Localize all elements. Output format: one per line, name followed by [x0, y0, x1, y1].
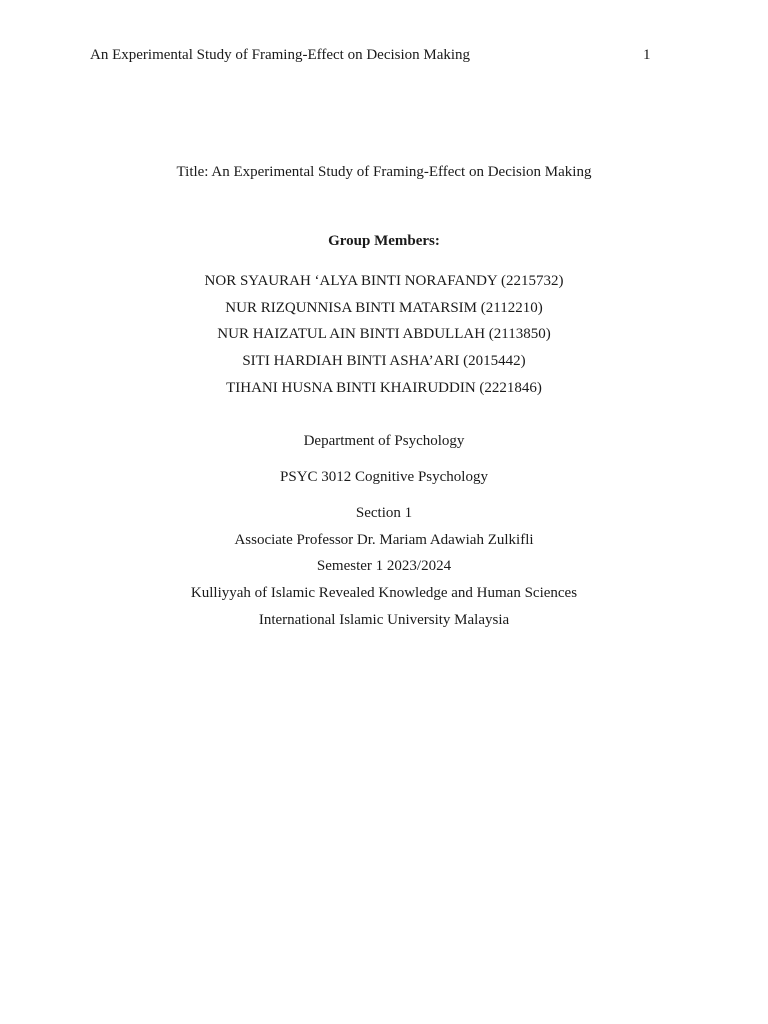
running-head: An Experimental Study of Framing-Effect on Decision Making: [90, 47, 471, 63]
lecturer: Associate Professor Dr. Mariam Adawiah Zulkifli: [234, 532, 534, 548]
paper-title: Title: An Experimental Study of Framing-Effect on Decision Making: [176, 164, 592, 180]
group-member: TIHANI HUSNA BINTI KHAIRUDDIN (2221846): [226, 380, 542, 396]
department: Department of Psychology: [303, 433, 465, 449]
section: Section 1: [355, 505, 413, 521]
group-members-heading: Group Members:: [328, 233, 440, 249]
page-number: 1: [643, 47, 651, 63]
group-member: SITI HARDIAH BINTI ASHA’ARI (2015442): [242, 353, 526, 369]
group-member: NOR SYAURAH ‘ALYA BINTI NORAFANDY (2215732): [204, 273, 564, 289]
group-member: NUR HAIZATUL AIN BINTI ABDULLAH (2113850): [217, 326, 551, 342]
faculty: Kulliyyah of Islamic Revealed Knowledge and Human Sciences: [190, 585, 578, 601]
group-member: NUR RIZQUNNISA BINTI MATARSIM (2112210): [225, 300, 543, 316]
semester: Semester 1 2023/2024: [316, 558, 452, 574]
course: PSYC 3012 Cognitive Psychology: [280, 469, 488, 485]
university: International Islamic University Malaysia: [258, 612, 510, 628]
